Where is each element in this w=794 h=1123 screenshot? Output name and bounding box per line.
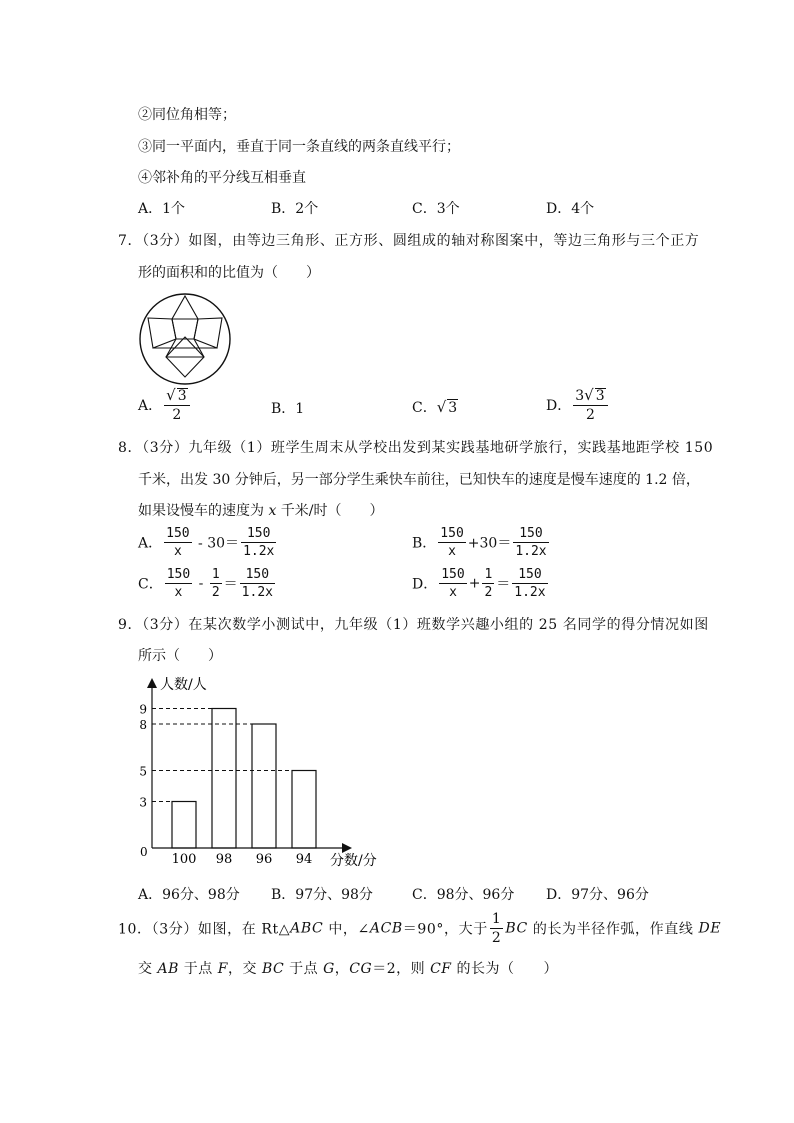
- category-label: 100: [171, 852, 197, 867]
- q7-text-line2: 形的面积和的比值为（ ）: [138, 265, 320, 281]
- q6-option-a[interactable]: A．1个: [138, 201, 186, 217]
- statement-4: ④邻补角的平分线互相垂直: [138, 170, 306, 186]
- q6-option-d[interactable]: D．4个: [546, 201, 595, 217]
- bar-96: [252, 724, 276, 848]
- y-tick-label: 9: [139, 702, 147, 717]
- q9-option-b[interactable]: B．97分、98分: [271, 887, 373, 903]
- category-label: 98: [215, 852, 233, 867]
- category-label: 94: [295, 852, 313, 867]
- q8-text-line2: 千米，出发 30 分钟后，另一部分学生乘快车前往，已知快车的速度是慢车速度的 1.2 倍，: [138, 472, 700, 488]
- figure-top-triangle: [172, 296, 198, 319]
- q7-option-b[interactable]: B．1: [271, 401, 305, 417]
- q9-bar-chart: [130, 672, 390, 872]
- q7-option-c[interactable]: C．√ 3: [412, 398, 458, 416]
- q6-option-b[interactable]: B．2个: [271, 201, 319, 217]
- q9-option-a[interactable]: A．96分、98分: [138, 887, 240, 903]
- bar-98: [212, 709, 236, 849]
- q8-option-c[interactable]: C． $\frac{150}{x}$ - $\frac{1}{2}$ ＝ $\frac{150}{1.2x}$: [138, 567, 273, 600]
- q9-option-d[interactable]: D．97分、96分: [546, 887, 649, 903]
- q7-figure: [138, 292, 232, 386]
- statement-2: ②同位角相等；: [138, 107, 236, 123]
- q10-text-line2: 交 AB 于点 F，交 BC 于点 G，CG＝2，则 CF 的长为（ ）: [138, 961, 558, 977]
- x-axis-arrow: [342, 843, 352, 853]
- q7-text-line1: 7．（3分）如图，由等边三角形、正方形、圆组成的轴对称图案中，等边三角形与三个正方: [118, 233, 700, 249]
- q8-option-b[interactable]: B． $\frac{150}{x}$ +30＝ $\frac{150}{1.2x}$: [412, 526, 547, 559]
- q8-text-line3: 如果设慢车的速度为 x 千米/时（ ）: [138, 503, 384, 519]
- q9-option-c[interactable]: C．98分、96分: [412, 887, 515, 903]
- q7-option-a[interactable]: A． $\frac{√ 3}{2}$: [138, 388, 192, 422]
- y-tick-label: 8: [139, 718, 147, 732]
- q8-option-a[interactable]: A． $\frac{150}{x}$ - 30＝ $\frac{150}{1.2x}$: [138, 526, 275, 559]
- figure-left-square: [148, 318, 176, 348]
- q6-option-c[interactable]: C．3个: [412, 201, 460, 217]
- x-axis-label: 分数/分: [330, 853, 377, 869]
- q10-text-line1: 10．（3分）如图，在 Rt△ABC 中，∠ACB＝90°，大于 $\frac{1}{2}$ BC 的长为半径作弧，作直线 DE: [118, 911, 722, 946]
- y-axis-label: 人数/人: [160, 677, 207, 693]
- origin-label: 0: [140, 845, 148, 859]
- q7-option-d[interactable]: D． $\frac{3√ 3}{2}$: [546, 388, 610, 422]
- bar-100: [172, 802, 196, 849]
- q8-text-line1: 8．（3分）九年级（1）班学生周末从学校出发到某实践基地研学旅行，实践基地距学校 150: [118, 440, 714, 456]
- statement-3: ③同一平面内，垂直于同一条直线的两条直线平行；: [138, 139, 460, 155]
- bar-94: [292, 771, 316, 849]
- y-tick-label: 3: [139, 795, 147, 810]
- q9-text-line2: 所示（ ）: [138, 648, 222, 664]
- category-label: 96: [255, 852, 273, 867]
- y-axis-arrow: [147, 678, 157, 688]
- q9-text-line1: 9．（3分）在某次数学小测试中，九年级（1）班数学兴趣小组的 25 名同学的得分情况如图: [118, 617, 709, 633]
- figure-right-square: [194, 318, 222, 348]
- y-tick-label: 5: [139, 764, 147, 779]
- q8-option-d[interactable]: D． $\frac{150}{x}$ + $\frac{1}{2}$ ＝ $\frac{150}{1.2x}$: [412, 567, 546, 600]
